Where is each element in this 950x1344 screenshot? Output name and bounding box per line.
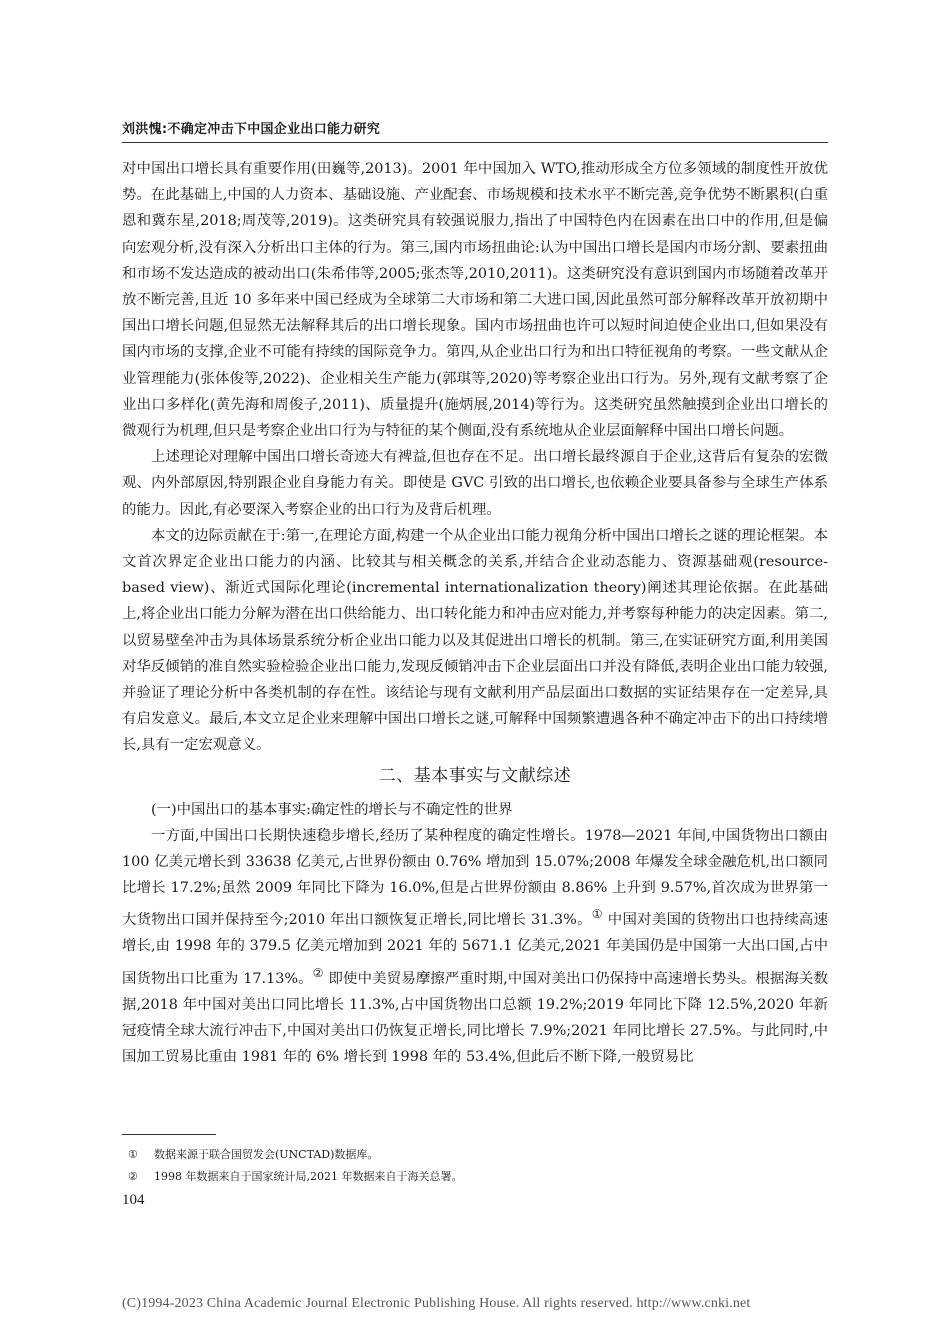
footnote-text: 数据来源于联合国贸发会(UNCTAD)数据库。: [154, 1148, 379, 1161]
footnote-rule: [122, 1134, 216, 1135]
paragraph-export-facts: [122, 823, 828, 1070]
facts-text-3: 即使中美贸易摩擦严重时期,中国对美出口仍保持中高速增长势头。根据海关数据,2018 年中国对美出口同比增长 11.3%,占中国货物出口总额 19.2%;2019 年同比下降 12.5%,2020 年新冠疫情全球大流行冲击下,中国对美出口仍恢复正增长,同比增长 7.9%;2021 年同比增长 27.5%。与此同时,中国加工贸易比重由 1981 年的 6% 增长到 1998 年的 53.4%,但此后不断下降,一般贸易比: [122, 970, 828, 1066]
footnote-mark: ②: [128, 1170, 138, 1183]
subsection-heading: (一)中国出口的基本事实:确定性的增长与不确定性的世界: [151, 801, 513, 818]
footnote-item: [122, 1166, 828, 1188]
footnote-ref-1[interactable]: ①: [591, 907, 603, 922]
footnote-text: 1998 年数据来自于国家统计局,2021 年数据来自于海关总署。: [154, 1170, 463, 1183]
copyright-notice: (C)1994-2023 China Academic Journal Electronic Publishing House. All rights reserved. http://www.cnki.net: [122, 1296, 751, 1311]
footnotes: [122, 1144, 828, 1188]
footnote-item: [122, 1144, 828, 1166]
facts-text-1: 一方面,中国出口长期快速稳步增长,经历了某种程度的确定性增长。1978—2021 年间,中国货物出口额由 100 亿美元增长到 33638 亿美元,占世界份额由 0.76% 增加到 15.07%;2008 年爆发全球金融危机,出口额同比增长 17.2%;虽然 2009 年同比下降为 16.0%,但是占世界份额由 8.86% 上升到 9.57%,首次成为世界第一大货物出口国并保持至今;2010 年出口额恢复正增长,同比增长 31.3%。: [122, 827, 828, 929]
paragraph-theory-summary: 上述理论对理解中国出口增长奇迹大有裨益,但也存在不足。出口增长最终源自于企业,这背后有复杂的宏微观、内外部原因,特别跟企业自身能力有关。即使是 GVC 引致的出口增长,也依赖企业要具备参与全球生产体系的能力。因此,有必要深入考察企业的出口行为及背后机理。: [122, 449, 828, 518]
facts-text-2: 中国对美国的货物出口也持续高速增长,由 1998 年的 379.5 亿美元增加到 2021 年的 5671.1 亿美元,2021 年美国仍是中国第一大出口国,占中国货物出口比重为 17.13%。: [122, 912, 828, 987]
body-text: [122, 156, 828, 1070]
section-heading: 二、基本事实与文献综述: [378, 765, 572, 786]
header-rule: [122, 142, 828, 143]
running-title: 刘洪愧:不确定冲击下中国企业出口能力研究: [122, 122, 381, 137]
footnote-mark: ①: [128, 1148, 138, 1161]
paragraph-literature-continued: 对中国出口增长具有重要作用(田巍等,2013)。2001 年中国加入 WTO,推动形成全方位多领域的制度性开放优势。在此基础上,中国的人力资本、基础设施、产业配套、市场规模和技术水平不断完善,竞争优势不断累积(白重恩和冀东星,2018;周茂等,2019)。这类研究具有较强说服力,指出了中国特色内在因素在出口中的作用,但是偏向宏观分析,没有深入分析出口主体的行为。第三,国内市场扭曲论:认为中国出口增长是国内市场分割、要素扭曲和市场不发达造成的被动出口(朱希伟等,2005;张杰等,2010,2011)。这类研究没有意识到国内市场随着改革开放不断完善,且近 10 多年来中国已经成为全球第二大市场和第二大进口国,因此虽然可部分解释改革开放初期中国出口增长问题,但显然无法解释其后的出口增长现象。国内市场扭曲也许可以短时间迫使企业出口,但如果没有国内市场的支撑,企业不可能有持续的国际竞争力。第四,从企业出口行为和出口特征视角的考察。一些文献从企业管理能力(张体俊等,2022)、企业相关生产能力(郭琪等,2020)等考察企业出口行为。另外,现有文献考察了企业出口多样化(黄先海和周俊子,2011)、质量提升(施炳展,2014)等行为。这类研究虽然触摸到企业出口增长的微观行为机理,但只是考察企业出口行为与特征的某个侧面,没有系统地从企业层面解释中国出口增长问题。: [122, 161, 828, 440]
footnote-ref-2[interactable]: ②: [312, 965, 324, 980]
page-number: 104: [122, 1192, 145, 1208]
paragraph-contributions: 本文的边际贡献在于:第一,在理论方面,构建一个从企业出口能力视角分析中国出口增长之谜的理论框架。本文首次界定企业出口能力的内涵、比较其与相关概念的关系,并结合企业动态能力、资源基础观(resource-based view)、渐近式国际化理论(incremental internationalization theory)阐述其理论依据。在此基础上,将企业出口能力分解为潜在出口供给能力、出口转化能力和冲击应对能力,并考察每种能力的决定因素。第二,以贸易壁垒冲击为具体场景系统分析企业出口能力以及其促进出口增长的机制。第三,在实证研究方面,利用美国对华反倾销的准自然实验检验企业出口能力,发现反倾销冲击下企业层面出口并没有降低,表明企业出口能力较强,并验证了理论分析中各类机制的存在性。该结论与现有文献利用产品层面出口数据的实证结果存在一定差异,具有启发意义。最后,本文立足企业来理解中国出口增长之谜,可解释中国频繁遭遇各种不确定冲击下的出口持续增长,具有一定宏观意义。: [122, 527, 828, 754]
